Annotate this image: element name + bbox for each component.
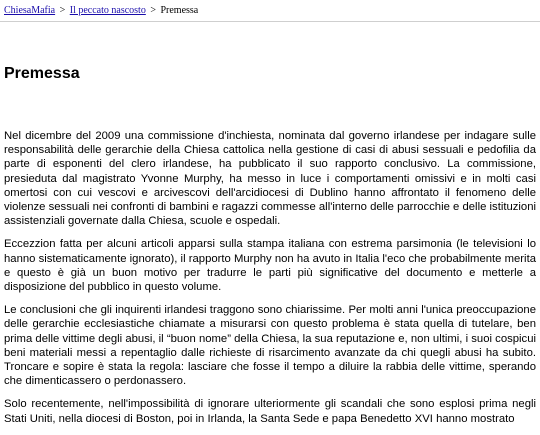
paragraph: Nel dicembre del 2009 una commissione d'inchiesta, nominata dal governo irlandese per indagare sulle responsabilità delle gerarchie della Chiesa cattolica nella gestione di casi di abusi sessuali e pedofilia da parte di esponenti del clero irlandese, ha pubblicato il suo rapporto conclusivo. La commissione, presieduta dal magistrato Yvonne Murphy, ha messo in luce i comportamenti omissivi e in molti casi omertosi con cui vescovi e arcivescovi dell'arcidiocesi di Dublino hanno affrontato il fenomeno delle violenze sessuali nei confronti di bambini e ragazzi commesse all'interno delle parrocchie e delle istituzioni assistenziali governate dalla Chiesa, scuole e ospedali. [4, 130, 536, 228]
breadcrumb [4, 4, 198, 18]
breadcrumb-current: Premessa [160, 5, 199, 16]
breadcrumb-separator: > [150, 5, 156, 16]
article-body [4, 129, 536, 435]
page-title: Premessa [4, 65, 80, 82]
breadcrumb-link-home[interactable]: ChiesaMafia [4, 5, 56, 16]
paragraph: Eccezzion fatta per alcuni articoli apparsi sulla stampa italiana con estrema parsimonia (le televisioni lo hanno sistematicamente ignorato), il rapporto Murphy non ha avuto in Italia l'eco che probabilmente merita e questo è già un buon motivo per tradurre le parti più significative del documento e metterle a disposizione del pubblico in questo volume. [4, 238, 536, 294]
breadcrumb-link-section[interactable]: Il peccato nascosto [69, 5, 146, 16]
paragraph: Solo recentemente, nell'impossibilità di ignorare ulteriormente gli scandali che sono esplosi prima negli Stati Uniti, nella diocesi di Boston, poi in Irlanda, la Santa Sede e papa Benedetto XVI hanno mostrato [4, 398, 536, 425]
breadcrumb-separator: > [59, 5, 66, 16]
paragraph: Le conclusioni che gli inquirenti irlandesi traggono sono chiarissime. Per molti anni l'unica preoccupazione delle gerarchie ecclesiastiche chiamate a misurarsi con questo problema è stata quella di tutelare, ben prima delle vittime degli abusi, il “buon nome” della Chiesa, la sua reputazione e, non ultimi, i suoi cospicui beni materiali messi a repentaglio dalle richieste di risarcimento avanzate da chi quegli abusi ha subito. Troncare e sopire è stata la regola: lasciare che fosse il tempo a diluire la rabbia delle vittime, sperando che dimenticassero o perdonassero. [4, 304, 536, 388]
header-divider [0, 21, 540, 22]
